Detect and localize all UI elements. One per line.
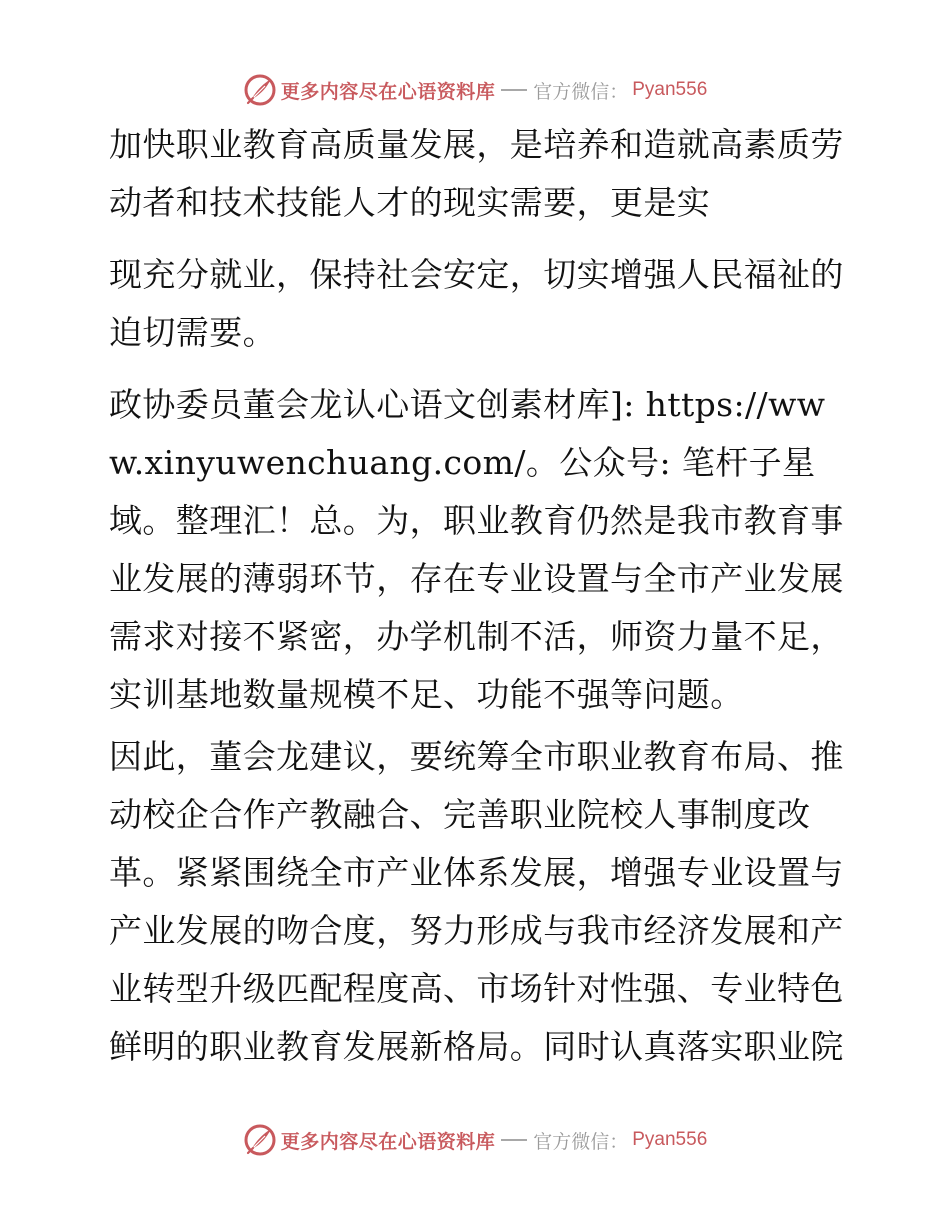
page-header — [0, 70, 950, 110]
footer-official-label: 官方微信： — [533, 1130, 629, 1153]
footer-wechat-id: Pyan556 — [632, 1129, 708, 1150]
header-brand — [243, 73, 708, 107]
paragraph-1: 加快职业教育高质量发展，是培养和造就高素质劳动者和技术技能人才的现实需要，更是实 — [109, 125, 844, 222]
footer-brand — [243, 1123, 708, 1157]
header-wechat-id: Pyan556 — [632, 79, 708, 100]
footer-brand-text: 更多内容尽在心语资料库 — [280, 1130, 496, 1153]
feather-logo-icon — [243, 73, 277, 107]
paragraph-2: 现充分就业，保持社会安定，切实增强人民福祉的迫切需要。 — [109, 255, 844, 352]
page-footer — [0, 1120, 950, 1160]
document-body — [97, 116, 857, 1076]
feather-logo-icon — [243, 1123, 277, 1157]
header-official-label: 官方微信： — [533, 80, 629, 103]
footer-dash-divider — [501, 1139, 527, 1141]
header-dash-divider — [501, 89, 527, 91]
header-brand-text: 更多内容尽在心语资料库 — [280, 80, 496, 103]
paragraph-3: 政协委员董会龙认心语文创素材库]: https://www.xinyuwenchuang.com/。公众号: 笔杆子星域。整理汇！总。为，职业教育仍然是我市教育事业发展的薄弱环节，存在专业设置与全市产业发展需求对接不紧密，办学机制不活，师资力量不足，实训基地数量规模不足、功能不强等问题。 — [109, 385, 844, 714]
paragraph-4: 因此，董会龙建议，要统筹全市职业教育布局、推动校企合作产教融合、完善职业院校人事制度改革。紧紧围绕全市产业体系发展，增强专业设置与产业发展的吻合度，努力形成与我市经济发展和产业转型升级匹配程度高、市场针对性强、专业特色鲜明的职业教育发展新格局。同时认真落实职业院 — [109, 737, 844, 1066]
